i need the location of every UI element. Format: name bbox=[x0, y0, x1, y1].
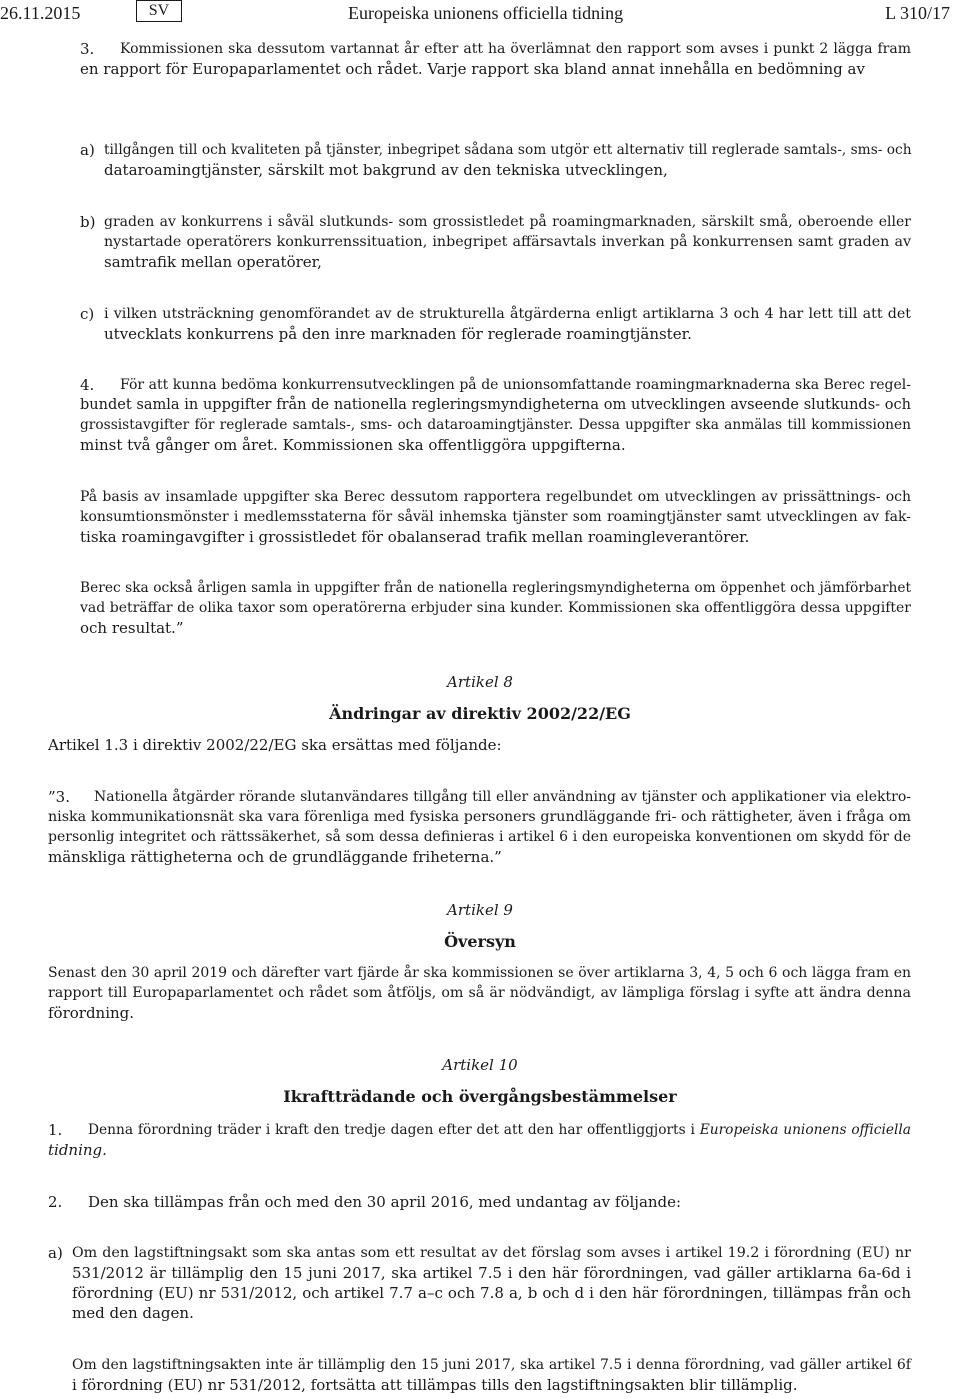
page-reference: L 310/17 bbox=[885, 3, 950, 23]
text-line: minst två gånger om året. Kommissionen ska offentliggöra uppgifterna. bbox=[80, 436, 626, 454]
page-header bbox=[0, 0, 960, 28]
text-line: 531/2012 är tillämplig den 15 juni 2017, ska artikel 7.5 i den här förordningen, vad gäller artiklarna 6a-6d i bbox=[72, 1264, 911, 1282]
text-line: vad beträffar de olika taxor som operatörerna erbjuder sina kunder. Kommissionen ska offentliggöra dessa uppgifter bbox=[80, 600, 911, 616]
text-line: konsumtionsmönster i medlemsstaterna för såväl inhemska tjänster som roamingtjänster samt utvecklingen av fak- bbox=[80, 509, 911, 525]
text-line: Berec ska också årligen samla in uppgifter från de nationella regleringsmyndigheterna om öppenhet och jämförbarhet bbox=[80, 580, 911, 596]
text-line: personlig integritet och rättssäkerhet, så som dessa definieras i artikel 6 i den europeiska konventionen om skydd för de bbox=[48, 829, 911, 845]
text-line: nystartade operatörers konkurrenssituation, inbegripet affärsavtals inverkan på konkurrensen samt graden av bbox=[104, 234, 911, 250]
text-line: Kommissionen ska dessutom vartannat år efter att ha överlämnat den rapport som avses i punkt 2 lägga fram bbox=[120, 41, 911, 57]
text-line: Om den lagstiftningsakt som ska antas som ett resultat av det förslag som avses i artikel 19.2 i förordning (EU) nr bbox=[72, 1245, 911, 1261]
paragraph-number: 3. bbox=[80, 40, 95, 58]
article-label: Artikel 8 bbox=[447, 673, 513, 691]
text-line: Senast den 30 april 2019 och därefter vart fjärde år ska kommissionen se över artiklarna 3, 4, 5 och 6 och lägga fram en bbox=[48, 965, 911, 981]
text-line: med den dagen. bbox=[72, 1304, 194, 1322]
text-line: Artikel 1.3 i direktiv 2002/22/EG ska ersättas med följande: bbox=[48, 736, 502, 754]
list-label: c) bbox=[80, 305, 95, 323]
text-line: För att kunna bedöma konkurrensutvecklingen på de unionsomfattande roamingmarknaderna ska Berec regel- bbox=[120, 377, 911, 393]
text-line: tillgången till och kvaliteten på tjänster, inbegripet sådana som utgör ett alternativ till reglerade samtals-, sms- och bbox=[104, 142, 912, 158]
text-line: i förordning (EU) nr 531/2012, fortsätta att tillämpas tills den lagstiftningsakten blir tillämplig. bbox=[72, 1376, 798, 1394]
text-line: samtrafik mellan operatörer, bbox=[104, 253, 322, 271]
text-line: förordning (EU) nr 531/2012, och artikel 7.7 a–c och 7.8 a, b och d i den här förordningen, tillämpas från och bbox=[72, 1284, 911, 1302]
text-line: förordning. bbox=[48, 1004, 135, 1022]
text-line bbox=[88, 1120, 911, 1140]
paragraph-number: 2. bbox=[48, 1193, 63, 1211]
text-line: och resultat.” bbox=[80, 619, 184, 637]
paragraph-number: 4. bbox=[80, 376, 95, 394]
text-line: graden av konkurrens i såväl slutkunds- som grossistledet på roamingmarknaden, särskilt små, oberoende eller bbox=[104, 214, 911, 230]
paragraph-number: ”3. bbox=[48, 788, 70, 806]
text-line: utvecklats konkurrens på den inre marknaden för reglerade roamingtjänster. bbox=[104, 325, 692, 343]
text-line: Den ska tillämpas från och med den 30 april 2016, med undantag av följande: bbox=[88, 1193, 682, 1211]
article-label: Artikel 9 bbox=[447, 901, 513, 919]
list-label: a) bbox=[80, 141, 95, 159]
list-label: b) bbox=[80, 213, 96, 231]
text-line: dataroamingtjänster, särskilt mot bakgrund av den tekniska utvecklingen, bbox=[104, 161, 668, 179]
list-label: a) bbox=[48, 1244, 63, 1262]
article-title: Översyn bbox=[444, 932, 516, 951]
text-line: tidning. bbox=[48, 1141, 107, 1159]
text-line: Om den lagstiftningsakten inte är tillämplig den 15 juni 2017, ska artikel 7.5 i denna förordning, vad gäller artikel 6f bbox=[72, 1357, 911, 1373]
text-line: rapport till Europaparlamentet och rådet som åtföljs, om så är nödvändigt, av lämpliga förslag i syfte att ändra denna bbox=[48, 985, 911, 1001]
article-label: Artikel 10 bbox=[442, 1056, 518, 1074]
text-line: niska kommunikationsnät ska vara förenliga med fysiska personers grundläggande fri- och rättigheter, även i fråga om bbox=[48, 809, 911, 825]
header-date: 26.11.2015 bbox=[0, 3, 81, 23]
journal-title: Europeiska unionens officiella tidning bbox=[348, 3, 624, 23]
text-line: tiska roamingavgifter i grossistledet för obalanserad trafik mellan roamingleverantörer. bbox=[80, 528, 750, 546]
article-title: Ändringar av direktiv 2002/22/EG bbox=[329, 704, 631, 723]
text-line: På basis av insamlade uppgifter ska Berec dessutom rapportera regelbundet om utvecklingen av prissättnings- och bbox=[80, 489, 911, 505]
paragraph-number: 1. bbox=[48, 1121, 63, 1139]
language-badge: SV bbox=[136, 0, 182, 22]
text-line: en rapport för Europaparlamentet och rådet. Varje rapport ska bland annat innehålla en bedömning av bbox=[80, 60, 865, 78]
text-line: mänskliga rättigheterna och de grundläggande friheterna.” bbox=[48, 848, 502, 866]
journal-name: Europeiska unionens officiella bbox=[699, 1122, 911, 1138]
text-line: bundet samla in uppgifter från de nationella regleringsmyndigheterna om utvecklingen avseende slutkunds- och bbox=[80, 397, 911, 413]
text-line: grossistavgifter för reglerade samtals-, sms- och dataroamingtjänster. Dessa uppgifter ska anmälas till kommissionen bbox=[80, 417, 911, 433]
text-line: Nationella åtgärder rörande slutanvändares tillgång till eller användning av tjänster och applikationer via elektro- bbox=[94, 789, 911, 805]
text-line: i vilken utsträckning genomförandet av de strukturella åtgärderna enligt artiklarna 3 och 4 har lett till att det bbox=[104, 306, 911, 322]
article-title: Ikraftträdande och övergångsbestämmelser bbox=[283, 1087, 677, 1106]
text-segment: Denna förordning träder i kraft den tredje dagen efter det att den har offentliggjorts i bbox=[88, 1122, 695, 1138]
